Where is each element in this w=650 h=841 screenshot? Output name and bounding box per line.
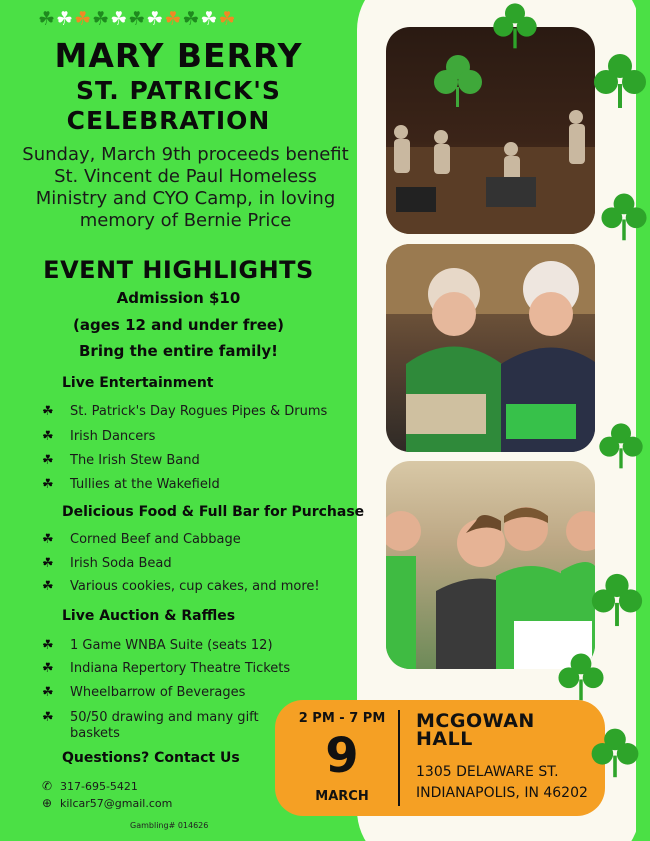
shamrock-bullet-icon: ☘: [42, 685, 54, 700]
contact-email[interactable]: ⊕ kilcar57@gmail.com: [42, 796, 173, 810]
event-day: 9: [325, 728, 359, 784]
shamrock-icon: ☘: [182, 8, 201, 30]
photo-two-women: [386, 244, 595, 452]
event-time: 2 PM - 7 PM: [298, 711, 386, 726]
shamrock-bullet-icon: ☘: [42, 404, 54, 419]
venue-name: MCGOWAN HALL: [416, 710, 535, 750]
shamrock-bullet-icon: ☘: [42, 661, 54, 676]
shamrock-icon: ☘: [164, 8, 183, 30]
shamrock-icon: [480, 0, 550, 50]
address-line-1: 1305 DELAWARE ST.: [416, 764, 559, 780]
shamrock-icon: ☘: [200, 8, 219, 30]
contact-heading: Questions? Contact Us: [62, 750, 240, 766]
address-line-2: INDIANAPOLIS, IN 46202: [416, 785, 588, 801]
intro-text: Sunday, March 9th proceeds benefit St. Vincent de Paul Homeless Ministry and CYO Camp, in loving memory of Bernie Price: [22, 144, 349, 231]
shamrock-icon: ☘: [56, 8, 75, 30]
shamrock-bullet-icon: ☘: [42, 453, 54, 468]
title-line-2: ST. PATRICK'S: [76, 76, 281, 105]
title-line-3: CELEBRATION: [66, 106, 271, 135]
shamrock-icon: ☘: [128, 8, 147, 30]
shamrock-icon: [588, 725, 642, 779]
gambling-license: Gambling# 014626: [130, 821, 209, 830]
shamrock-bullet-icon: ☘: [42, 556, 54, 571]
highlights-heading: EVENT HIGHLIGHTS: [43, 256, 314, 284]
shamrock-bullet-icon: ☘: [42, 579, 54, 594]
shamrock-icon: [588, 570, 646, 628]
event-month: MARCH: [315, 789, 369, 804]
shamrock-bullet-icon: ☘: [42, 477, 54, 492]
photo-band-stage: [386, 27, 595, 234]
shamrock-bullet-icon: ☘: [42, 638, 54, 653]
title-line-1: MARY BERRY: [54, 36, 303, 75]
shamrock-icon: [555, 650, 607, 702]
contact-phone[interactable]: ✆ 317-695-5421: [42, 779, 138, 793]
shamrock-icon: ☘: [110, 8, 129, 30]
shamrock-icon: ☘: [92, 8, 111, 30]
phone-icon: ✆: [42, 779, 53, 793]
shamrock-bullet-icon: ☘: [42, 429, 54, 444]
globe-icon: ⊕: [42, 796, 53, 810]
shamrock-bullet-icon: ☘: [42, 710, 54, 725]
shamrock-icon: [596, 420, 646, 470]
section-heading-food: Delicious Food & Full Bar for Purchase: [62, 504, 365, 520]
info-divider: [398, 710, 400, 806]
photo-group-teens: [386, 461, 595, 669]
shamrock-icon: ☘: [218, 8, 237, 30]
shamrock-icon: ☘: [38, 8, 57, 30]
clover-garland: [38, 8, 237, 30]
shamrock-icon: [598, 190, 650, 242]
admission-ages: (ages 12 and under free): [73, 316, 284, 334]
shamrock-icon: [590, 50, 650, 110]
shamrock-icon: ☘: [74, 8, 93, 30]
section-heading-auction: Live Auction & Raffles: [62, 608, 236, 624]
admission-family: Bring the entire family!: [79, 342, 278, 360]
section-heading-entertainment: Live Entertainment: [62, 375, 214, 391]
shamrock-icon: ☘: [146, 8, 165, 30]
shamrock-bullet-icon: ☘: [42, 532, 54, 547]
admission-price: Admission $10: [116, 289, 241, 307]
